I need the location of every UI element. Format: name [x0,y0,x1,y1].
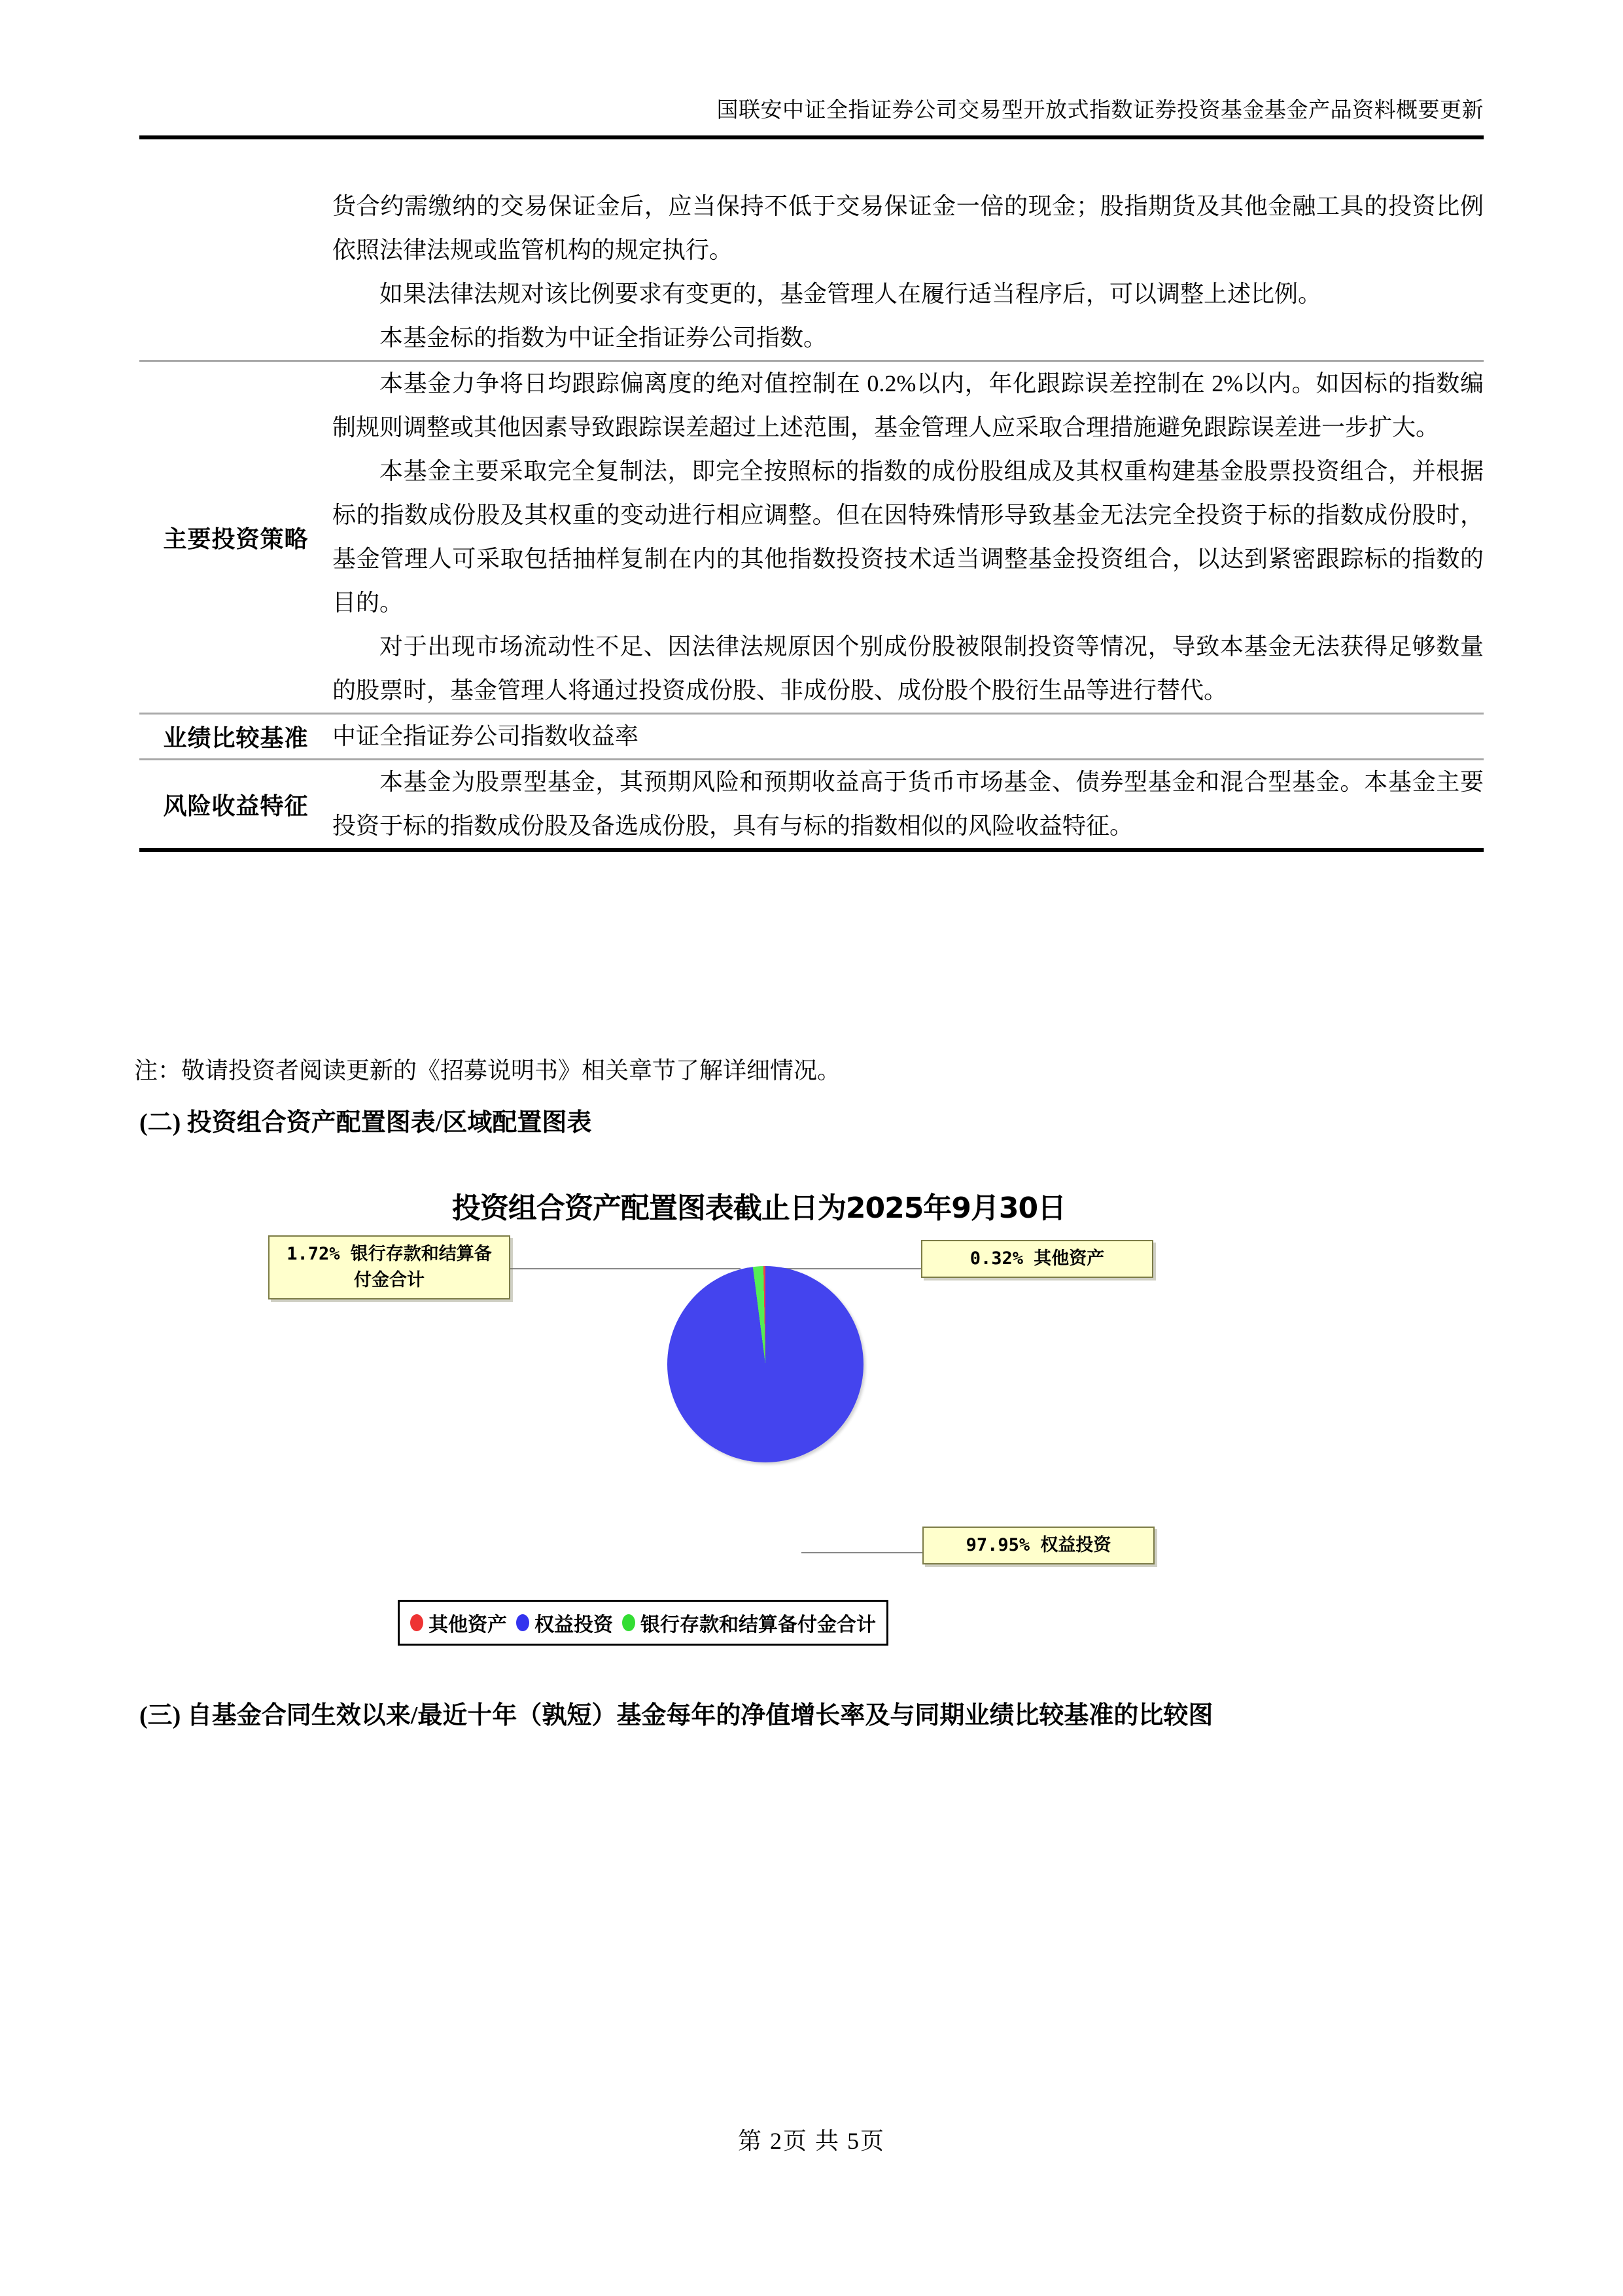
legend-color-swatch-icon [516,1614,529,1631]
row-label-strategy: 主要投资策略 [139,361,332,714]
pie-disc [667,1266,864,1462]
paragraph: 本基金为股票型基金，其预期风险和预期收益高于货币市场基金、债券型基金和混合型基金。本基金主要投资于标的指数成份股及备选成份股，具有与标的指数相似的风险收益特征。 [332,769,1484,839]
paragraph: 本基金主要采取完全复制法，即完全按照标的指数的成份股组成及其权重构建基金股票投资组合，并根据标的指数成份股及其权重的变动进行相应调整。但在因特殊情形导致基金无法完全投资于标的指数成份股时，基金管理人可采取包括抽样复制在内的其他指数投资技术适当调整基金投资组合，以达到紧密跟踪标的指数的目的。 [332,458,1484,616]
table-row-strategy [139,361,1484,714]
paragraph: 本基金力争将日均跟踪偏离度的绝对值控制在 0.2%以内，年化跟踪误差控制在 2%以内。如因标的指数编制规则调整或其他因素导致跟踪误差超过上述范围，基金管理人应采取合理措施避免跟踪误差进一步扩大。 [332,370,1484,440]
legend-item-other [410,1608,507,1637]
section-heading-two: (二) 投资组合资产配置图表/区域配置图表 [139,1109,592,1137]
table-bottom-rule [139,848,1484,852]
chart-title: 投资组合资产配置图表截止日为2025年9月30日 [451,1192,1066,1225]
callout-equity-investment: 97.95% 权益投资 [922,1527,1155,1564]
table-row [139,185,1484,361]
fund-info-table [139,185,1484,848]
section-heading-three: (三) 自基金合同生效以来/最近十年（孰短）基金每年的净值增长率及与同期业绩比较基准的比较图 [139,1702,1213,1729]
leader-line-equity [801,1552,924,1553]
table-row-risk [139,760,1484,849]
legend-label: 其他资产 [428,1614,507,1636]
row-body-risk [332,760,1484,849]
row-body-strategy [332,361,1484,714]
callout-bank-deposits [268,1235,510,1299]
paragraph: 如果法律法规对该比例要求有变更的，基金管理人在履行适当程序后，可以调整上述比例。 [379,281,1322,307]
pie-wrap [667,1266,864,1462]
legend-item-bank [622,1608,876,1637]
row-body [332,185,1484,361]
page-header-title: 国联安中证全指证券公司交易型开放式指数证券投资基金基金产品资料概要更新 [716,99,1484,122]
legend-label: 银行存款和结算备付金合计 [640,1614,876,1636]
legend-label: 权益投资 [534,1614,613,1636]
asset-allocation-pie-chart [249,1171,1269,1669]
header-divider-rule [139,135,1484,139]
legend-color-swatch-icon [622,1614,635,1631]
callout-line-1: 1.72% 银行存款和结算备 [287,1244,492,1264]
paragraph: 货合约需缴纳的交易保证金后，应当保持不低于交易保证金一倍的现金；股指期货及其他金融工具的投资比例依照法律法规或监管机构的规定执行。 [332,193,1484,263]
paragraph: 中证全指证券公司指数收益率 [332,723,639,749]
table-row-benchmark [139,714,1484,760]
row-body-benchmark [332,714,1484,760]
paragraph: 对于出现市场流动性不足、因法律法规原因个别成份股被限制投资等情况，导致本基金无法获得足够数量的股票时，基金管理人将通过投资成份股、非成份股、成份股个股衍生品等进行替代。 [332,633,1484,703]
legend-color-swatch-icon [410,1614,423,1631]
row-label-benchmark: 业绩比较基准 [139,714,332,760]
chart-legend [398,1600,888,1646]
callout-other-assets: 0.32% 其他资产 [921,1240,1153,1278]
row-label [139,185,332,361]
page-footer: 第 2页 共 5页 [737,2128,885,2154]
note-text: 注：敬请投资者阅读更新的《招募说明书》相关章节了解详细情况。 [134,1057,841,1084]
callout-line-2: 付金合计 [354,1270,425,1290]
row-label-risk: 风险收益特征 [139,760,332,849]
legend-item-equity [516,1608,613,1637]
paragraph: 本基金标的指数为中证全指证券公司指数。 [379,325,828,351]
